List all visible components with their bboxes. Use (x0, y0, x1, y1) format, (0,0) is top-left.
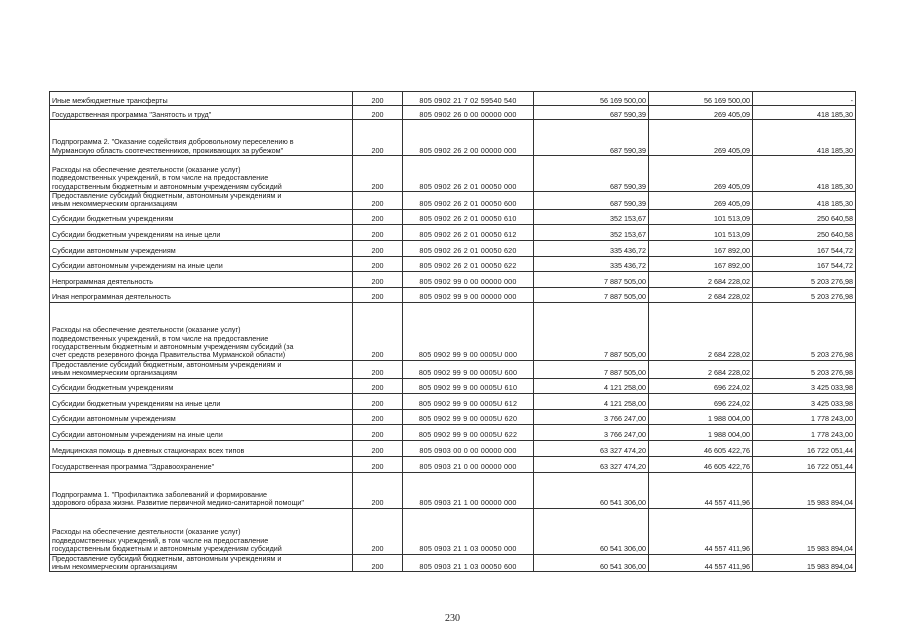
row-name-cell: Предоставление субсидий бюджетным, автономным учреждениям и иным некоммерческим организациям (50, 554, 353, 572)
table-row (50, 393, 856, 409)
row-name-cell: Предоставление субсидий бюджетным, автономным учреждениям и иным некоммерческим организациям (50, 192, 353, 210)
row-kbk-cell: 805 0902 26 0 00 00000 000 (403, 106, 534, 120)
row-kbk-cell: 805 0902 99 9 00 0005U 612 (403, 393, 534, 409)
row-kbk-cell: 805 0902 21 7 02 59540 540 (403, 92, 534, 106)
row-value-3-cell: 5 203 276,98 (753, 287, 856, 302)
row-kbk-cell: 805 0903 21 1 03 00050 000 (403, 508, 534, 554)
table-row (50, 224, 856, 240)
row-value-2-cell: 44 557 411,96 (649, 472, 753, 508)
row-code-cell: 200 (353, 554, 403, 572)
row-value-2-cell: 269 405,09 (649, 156, 753, 192)
row-value-3-cell: 1 778 243,00 (753, 424, 856, 440)
row-name-cell: Расходы на обеспечение деятельности (оказание услуг) подведомственных учреждений, в том числе на предоставление государственным бюджетным и автономным учреждениям субсидий (за счет средств резервного фонда Правительства Мурманской области) (50, 302, 353, 360)
table-row (50, 456, 856, 472)
row-kbk-cell: 805 0902 99 9 00 0005U 600 (403, 360, 534, 378)
row-value-1-cell: 352 153,67 (534, 209, 649, 224)
row-name-cell: Субсидии автономным учреждениям (50, 240, 353, 256)
table-row (50, 256, 856, 271)
table-row (50, 287, 856, 302)
row-value-3-cell: 167 544,72 (753, 240, 856, 256)
row-name-cell: Субсидии автономным учреждениям (50, 409, 353, 424)
row-kbk-cell: 805 0902 99 9 00 0005U 622 (403, 424, 534, 440)
row-name-cell: Расходы на обеспечение деятельности (оказание услуг) подведомственных учреждений, в том числе на предоставление государственным бюджетным и автономным учреждениям субсидий (50, 508, 353, 554)
table-row (50, 271, 856, 287)
row-code-cell: 200 (353, 456, 403, 472)
row-kbk-cell: 805 0902 26 2 00 00000 000 (403, 120, 534, 156)
row-value-2-cell: 2 684 228,02 (649, 271, 753, 287)
row-name-cell: Государственная программа "Занятость и труд" (50, 106, 353, 120)
row-kbk-cell: 805 0903 21 0 00 00000 000 (403, 456, 534, 472)
row-value-2-cell: 2 684 228,02 (649, 302, 753, 360)
row-code-cell: 200 (353, 271, 403, 287)
row-value-2-cell: 44 557 411,96 (649, 508, 753, 554)
row-code-cell: 200 (353, 393, 403, 409)
row-code-cell: 200 (353, 302, 403, 360)
table-row (50, 360, 856, 378)
row-value-3-cell: 3 425 033,98 (753, 393, 856, 409)
row-value-2-cell: 269 405,09 (649, 120, 753, 156)
row-name-cell: Иные межбюджетные трансферты (50, 92, 353, 106)
row-value-3-cell: - (753, 92, 856, 106)
row-value-1-cell: 60 541 306,00 (534, 508, 649, 554)
table-row (50, 508, 856, 554)
row-value-3-cell: 5 203 276,98 (753, 360, 856, 378)
row-value-1-cell: 3 766 247,00 (534, 409, 649, 424)
page-number: 230 (445, 613, 460, 624)
table-row (50, 472, 856, 508)
row-value-2-cell: 2 684 228,02 (649, 360, 753, 378)
row-code-cell: 200 (353, 409, 403, 424)
row-kbk-cell: 805 0902 99 9 00 00000 000 (403, 287, 534, 302)
row-value-1-cell: 63 327 474,20 (534, 440, 649, 456)
row-value-2-cell: 2 684 228,02 (649, 287, 753, 302)
table-row (50, 554, 856, 572)
row-value-2-cell: 44 557 411,96 (649, 554, 753, 572)
row-kbk-cell: 805 0903 21 1 03 00050 600 (403, 554, 534, 572)
row-kbk-cell: 805 0902 26 2 01 00050 622 (403, 256, 534, 271)
row-value-2-cell: 167 892,00 (649, 240, 753, 256)
row-name-cell: Иная непрограммная деятельность (50, 287, 353, 302)
row-value-1-cell: 7 887 505,00 (534, 271, 649, 287)
row-kbk-cell: 805 0902 26 2 01 00050 612 (403, 224, 534, 240)
row-code-cell: 200 (353, 240, 403, 256)
row-code-cell: 200 (353, 440, 403, 456)
row-value-1-cell: 63 327 474,20 (534, 456, 649, 472)
row-value-3-cell: 3 425 033,98 (753, 378, 856, 393)
row-value-3-cell: 16 722 051,44 (753, 440, 856, 456)
budget-table-container (49, 91, 855, 572)
row-value-3-cell: 5 203 276,98 (753, 302, 856, 360)
row-value-1-cell: 7 887 505,00 (534, 360, 649, 378)
row-value-1-cell: 60 541 306,00 (534, 472, 649, 508)
row-name-cell: Государственная программа "Здравоохранение" (50, 456, 353, 472)
row-code-cell: 200 (353, 378, 403, 393)
row-value-2-cell: 1 988 004,00 (649, 409, 753, 424)
table-row (50, 120, 856, 156)
row-value-1-cell: 335 436,72 (534, 240, 649, 256)
budget-table-body (50, 92, 856, 572)
row-name-cell: Расходы на обеспечение деятельности (оказание услуг) подведомственных учреждений, в том числе на предоставление государственным бюджетным и автономным учреждениям субсидий (50, 156, 353, 192)
row-code-cell: 200 (353, 92, 403, 106)
table-row (50, 92, 856, 106)
row-kbk-cell: 805 0903 00 0 00 00000 000 (403, 440, 534, 456)
row-code-cell: 200 (353, 508, 403, 554)
row-code-cell: 200 (353, 360, 403, 378)
row-code-cell: 200 (353, 209, 403, 224)
row-value-2-cell: 56 169 500,00 (649, 92, 753, 106)
budget-table (49, 91, 856, 572)
table-row (50, 240, 856, 256)
row-code-cell: 200 (353, 156, 403, 192)
row-value-2-cell: 696 224,02 (649, 378, 753, 393)
row-name-cell: Подпрограмма 1. "Профилактика заболеваний и формирование здорового образа жизни. Развитие первичной медико-санитарной помощи" (50, 472, 353, 508)
row-value-3-cell: 418 185,30 (753, 192, 856, 210)
row-value-2-cell: 101 513,09 (649, 209, 753, 224)
row-name-cell: Подпрограмма 2. "Оказание содействия добровольному переселению в Мурманскую область соотечественников, проживающих за рубежом" (50, 120, 353, 156)
row-value-2-cell: 46 605 422,76 (649, 456, 753, 472)
table-row (50, 302, 856, 360)
row-value-3-cell: 15 983 894,04 (753, 472, 856, 508)
row-value-1-cell: 7 887 505,00 (534, 287, 649, 302)
row-name-cell: Субсидии бюджетным учреждениям на иные цели (50, 224, 353, 240)
row-value-1-cell: 687 590,39 (534, 156, 649, 192)
row-value-2-cell: 167 892,00 (649, 256, 753, 271)
row-value-1-cell: 335 436,72 (534, 256, 649, 271)
row-code-cell: 200 (353, 472, 403, 508)
row-name-cell: Медицинская помощь в дневных стационарах всех типов (50, 440, 353, 456)
row-kbk-cell: 805 0902 99 9 00 0005U 620 (403, 409, 534, 424)
row-name-cell: Субсидии автономным учреждениям на иные цели (50, 424, 353, 440)
row-value-1-cell: 3 766 247,00 (534, 424, 649, 440)
row-kbk-cell: 805 0902 99 0 00 00000 000 (403, 271, 534, 287)
row-value-3-cell: 167 544,72 (753, 256, 856, 271)
row-value-1-cell: 4 121 258,00 (534, 393, 649, 409)
row-name-cell: Субсидии автономным учреждениям на иные цели (50, 256, 353, 271)
row-value-3-cell: 16 722 051,44 (753, 456, 856, 472)
row-value-3-cell: 15 983 894,04 (753, 508, 856, 554)
table-row (50, 192, 856, 210)
row-value-2-cell: 101 513,09 (649, 224, 753, 240)
row-name-cell: Непрограммная деятельность (50, 271, 353, 287)
row-name-cell: Субсидии бюджетным учреждениям (50, 209, 353, 224)
row-code-cell: 200 (353, 424, 403, 440)
row-value-3-cell: 250 640,58 (753, 224, 856, 240)
row-code-cell: 200 (353, 256, 403, 271)
row-value-1-cell: 56 169 500,00 (534, 92, 649, 106)
row-code-cell: 200 (353, 224, 403, 240)
row-value-3-cell: 418 185,30 (753, 120, 856, 156)
row-value-1-cell: 687 590,39 (534, 120, 649, 156)
row-value-1-cell: 60 541 306,00 (534, 554, 649, 572)
row-value-1-cell: 7 887 505,00 (534, 302, 649, 360)
row-kbk-cell: 805 0902 26 2 01 00050 620 (403, 240, 534, 256)
row-value-3-cell: 418 185,30 (753, 156, 856, 192)
row-name-cell: Субсидии бюджетным учреждениям на иные цели (50, 393, 353, 409)
row-value-3-cell: 1 778 243,00 (753, 409, 856, 424)
row-kbk-cell: 805 0902 26 2 01 00050 000 (403, 156, 534, 192)
table-row (50, 424, 856, 440)
row-code-cell: 200 (353, 287, 403, 302)
row-value-3-cell: 418 185,30 (753, 106, 856, 120)
table-row (50, 440, 856, 456)
row-kbk-cell: 805 0903 21 1 00 00000 000 (403, 472, 534, 508)
row-code-cell: 200 (353, 192, 403, 210)
table-row (50, 209, 856, 224)
row-code-cell: 200 (353, 106, 403, 120)
row-value-3-cell: 5 203 276,98 (753, 271, 856, 287)
row-value-3-cell: 250 640,58 (753, 209, 856, 224)
row-value-2-cell: 269 405,09 (649, 106, 753, 120)
row-value-1-cell: 687 590,39 (534, 192, 649, 210)
row-kbk-cell: 805 0902 26 2 01 00050 600 (403, 192, 534, 210)
row-value-1-cell: 687 590,39 (534, 106, 649, 120)
row-value-2-cell: 696 224,02 (649, 393, 753, 409)
row-name-cell: Предоставление субсидий бюджетным, автономным учреждениям и иным некоммерческим организациям (50, 360, 353, 378)
table-row (50, 156, 856, 192)
row-value-3-cell: 15 983 894,04 (753, 554, 856, 572)
row-name-cell: Субсидии бюджетным учреждениям (50, 378, 353, 393)
row-kbk-cell: 805 0902 99 9 00 0005U 610 (403, 378, 534, 393)
table-row (50, 378, 856, 393)
row-value-2-cell: 1 988 004,00 (649, 424, 753, 440)
row-value-2-cell: 269 405,09 (649, 192, 753, 210)
row-code-cell: 200 (353, 120, 403, 156)
table-row (50, 106, 856, 120)
table-row (50, 409, 856, 424)
row-value-1-cell: 4 121 258,00 (534, 378, 649, 393)
row-value-2-cell: 46 605 422,76 (649, 440, 753, 456)
row-kbk-cell: 805 0902 26 2 01 00050 610 (403, 209, 534, 224)
row-value-1-cell: 352 153,67 (534, 224, 649, 240)
row-kbk-cell: 805 0902 99 9 00 0005U 000 (403, 302, 534, 360)
